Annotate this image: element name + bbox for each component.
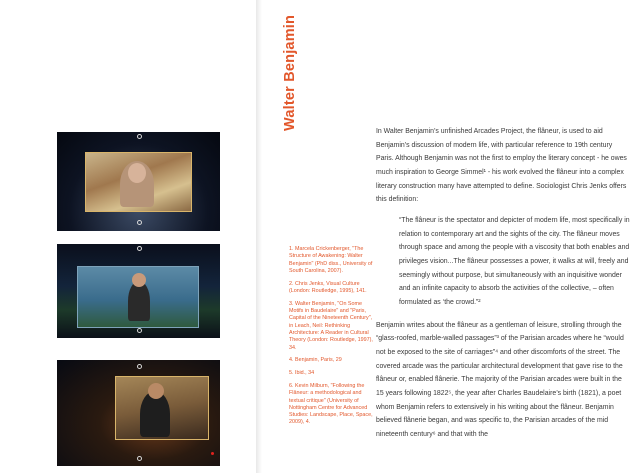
- frame-marker: [137, 246, 142, 251]
- record-dot-icon: [211, 452, 214, 455]
- footnote: 6. Kevin Milburn, "Following the Flâneur: a methodological and textual critique" (University of Nottingham Centre for Advanced Studies: Landscape, Place, Space, 2009), 4.: [289, 382, 373, 426]
- page-gutter: [256, 0, 262, 473]
- frame-marker: [137, 220, 142, 225]
- block-quote: “The flâneur is the spectator and depicter of modern life, most specifically in relation to contemporary art and the sights of the city. The flâneur moves through space and among the people with a viscosity that both enables and privileges vision...The flâneur possesses a power, it walks at will, freely and seemingly without purpose, but simultaneously with an inquisitive wonder and an infinite capacity to absorb the activities of the collective, – often formulated as ‘the crowd.”²: [399, 217, 630, 307]
- person-face: [132, 273, 146, 287]
- footnote: 4. Benjamin, Paris, 29: [289, 357, 342, 364]
- frame-marker: [137, 328, 142, 333]
- page-title: Walter Benjamin: [282, 14, 298, 131]
- footnotes: [289, 246, 373, 432]
- video-still-elderly-woman: [57, 132, 220, 231]
- footnote: 3. Walter Benjamin, "On Some Motifs in Baudelaire" and "Paris, Capital of the Nineteenth Century", in Leach, Neil: Rethinking Architecture: A Reader in Cultural Theory (London: Routledge, 1997), 34.: [289, 300, 373, 351]
- footnote: 5. Ibid., 34: [289, 370, 315, 377]
- woman-face: [128, 163, 146, 183]
- video-frame: [115, 376, 209, 440]
- intro-paragraph: In Walter Benjamin’s unfinished Arcades Project, the flâneur, is used to aid Benjamin’s discussion of modern life, with particular reference to 19th century Paris. Although Benjamin was not the first to employ the literary concept - he owes much inspiration to George Simmel¹ - his work evolved the flâneur into a complex literary construction many have attempted to define. Sociologist Chris Jenks offers this definition:: [376, 128, 627, 204]
- frame-marker: [137, 364, 142, 369]
- frame-marker: [137, 456, 142, 461]
- frame-marker: [137, 134, 142, 139]
- video-frame: [77, 266, 199, 328]
- man-face: [148, 383, 164, 399]
- footnote: 2. Chris Jenks, Visual Culture (London: Routledge, 1995), 141.: [289, 280, 367, 294]
- body-text: [376, 125, 630, 442]
- left-page: [0, 0, 256, 473]
- arcades-paragraph: Benjamin writes about the flâneur as a gentleman of leisure, strolling through the “glass-roofed, marble-walled passages”³ of the Parisian arcades where he “would not be exposed to the site of carriages”⁴ and other discomforts of the street. The covered arcade was the particular architectural development that gave rise to the flâneur or, enabled flânerie. The majority of the Parisian arcades were built in the 15 years following 1822⁵, the year after Charles Baudelaire’s birth (1821), a poet whom Benjamin refers to extensively in his writing about the flâneur. Benjamin believed flânerie began, and was specific to, the Parisian arcades of the mid nineteenth century⁶ and that with the: [376, 321, 624, 439]
- video-frame: [85, 152, 192, 212]
- person-figure: [128, 281, 150, 321]
- video-still-classroom: [57, 244, 220, 338]
- footnote: 1. Marcela Crickenberger, "The Structure of Awakening: Walter Benjamin" (PhD diss., University of South Carolina, 2007).: [289, 246, 373, 274]
- video-still-man-shielding-eyes: [57, 360, 220, 466]
